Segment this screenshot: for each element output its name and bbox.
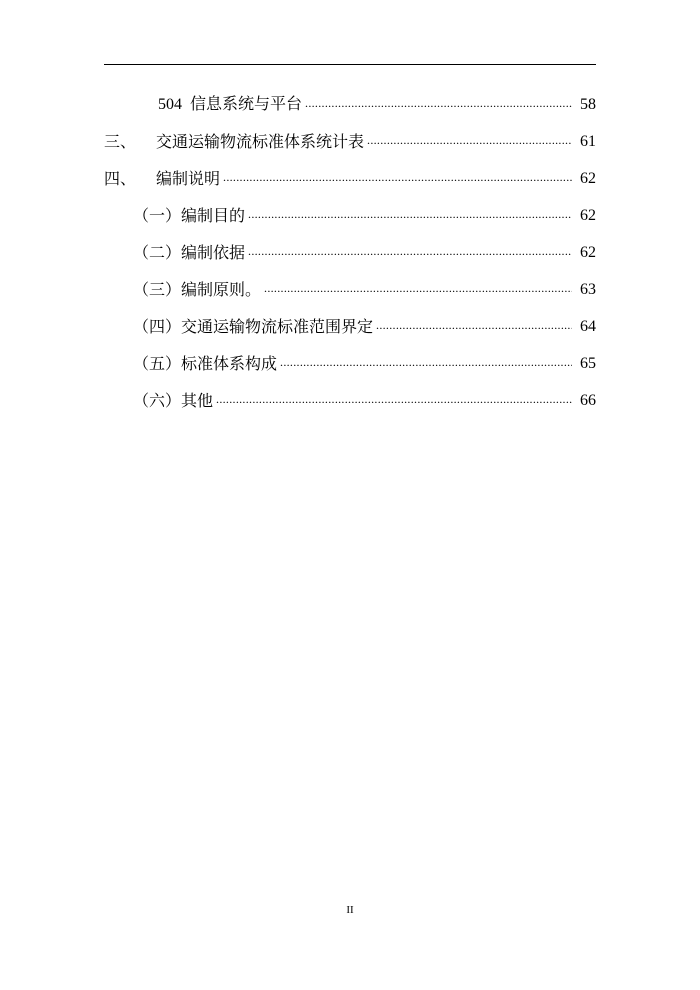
toc-entry-page: 63 xyxy=(580,280,596,298)
dot-leader xyxy=(264,280,572,300)
dot-leader xyxy=(223,169,572,189)
toc-entry-number: 504 xyxy=(158,96,182,113)
dot-leader xyxy=(376,317,572,337)
page-footer-number: II xyxy=(346,904,354,916)
toc-entry[interactable] xyxy=(0,234,596,271)
dot-leader xyxy=(280,354,572,374)
toc-entry[interactable] xyxy=(0,123,596,160)
toc-entry[interactable] xyxy=(0,86,596,123)
toc-entry-title xyxy=(104,169,220,189)
toc-entry[interactable] xyxy=(0,382,596,419)
toc-entry[interactable] xyxy=(0,160,596,197)
toc-entry-title: （六）其他 xyxy=(133,390,214,410)
dot-leader xyxy=(248,243,572,263)
toc-entry-title: （四）交通运输物流标准范围界定 xyxy=(133,316,374,336)
toc-entry-title: （二）编制依据 xyxy=(133,242,246,262)
table-of-contents xyxy=(0,86,700,419)
dot-leader xyxy=(248,206,572,226)
toc-entry-text: 编制说明 xyxy=(156,168,221,188)
toc-entry-page: 58 xyxy=(580,95,596,113)
toc-entry-title: （一）编制目的 xyxy=(133,205,246,225)
toc-entry-text: 信息系统与平台 xyxy=(190,94,303,113)
toc-entry-page: 64 xyxy=(580,317,596,335)
toc-entry-title xyxy=(158,94,302,115)
toc-entry-text: 交通运输物流标准体系统计表 xyxy=(156,131,365,151)
toc-entry-marker: 三、 xyxy=(104,131,137,151)
toc-entry-marker: 四、 xyxy=(104,168,137,188)
toc-entry[interactable] xyxy=(0,308,596,345)
toc-entry-page: 62 xyxy=(580,169,596,187)
toc-entry-page: 61 xyxy=(580,132,596,150)
toc-entry[interactable] xyxy=(0,345,596,382)
header-rule xyxy=(104,64,596,65)
toc-entry[interactable] xyxy=(0,271,596,308)
toc-entry-page: 62 xyxy=(580,206,596,224)
toc-entry-page: 66 xyxy=(580,391,596,409)
toc-entry-page: 65 xyxy=(580,354,596,372)
toc-entry[interactable] xyxy=(0,197,596,234)
dot-leader xyxy=(305,95,572,115)
toc-entry-title: （三）编制原则。 xyxy=(133,279,262,299)
toc-entry-title xyxy=(104,132,364,152)
toc-entry-page: 62 xyxy=(580,243,596,261)
toc-entry-title: （五）标准体系构成 xyxy=(133,353,278,373)
dot-leader xyxy=(367,132,572,152)
dot-leader xyxy=(216,391,572,411)
